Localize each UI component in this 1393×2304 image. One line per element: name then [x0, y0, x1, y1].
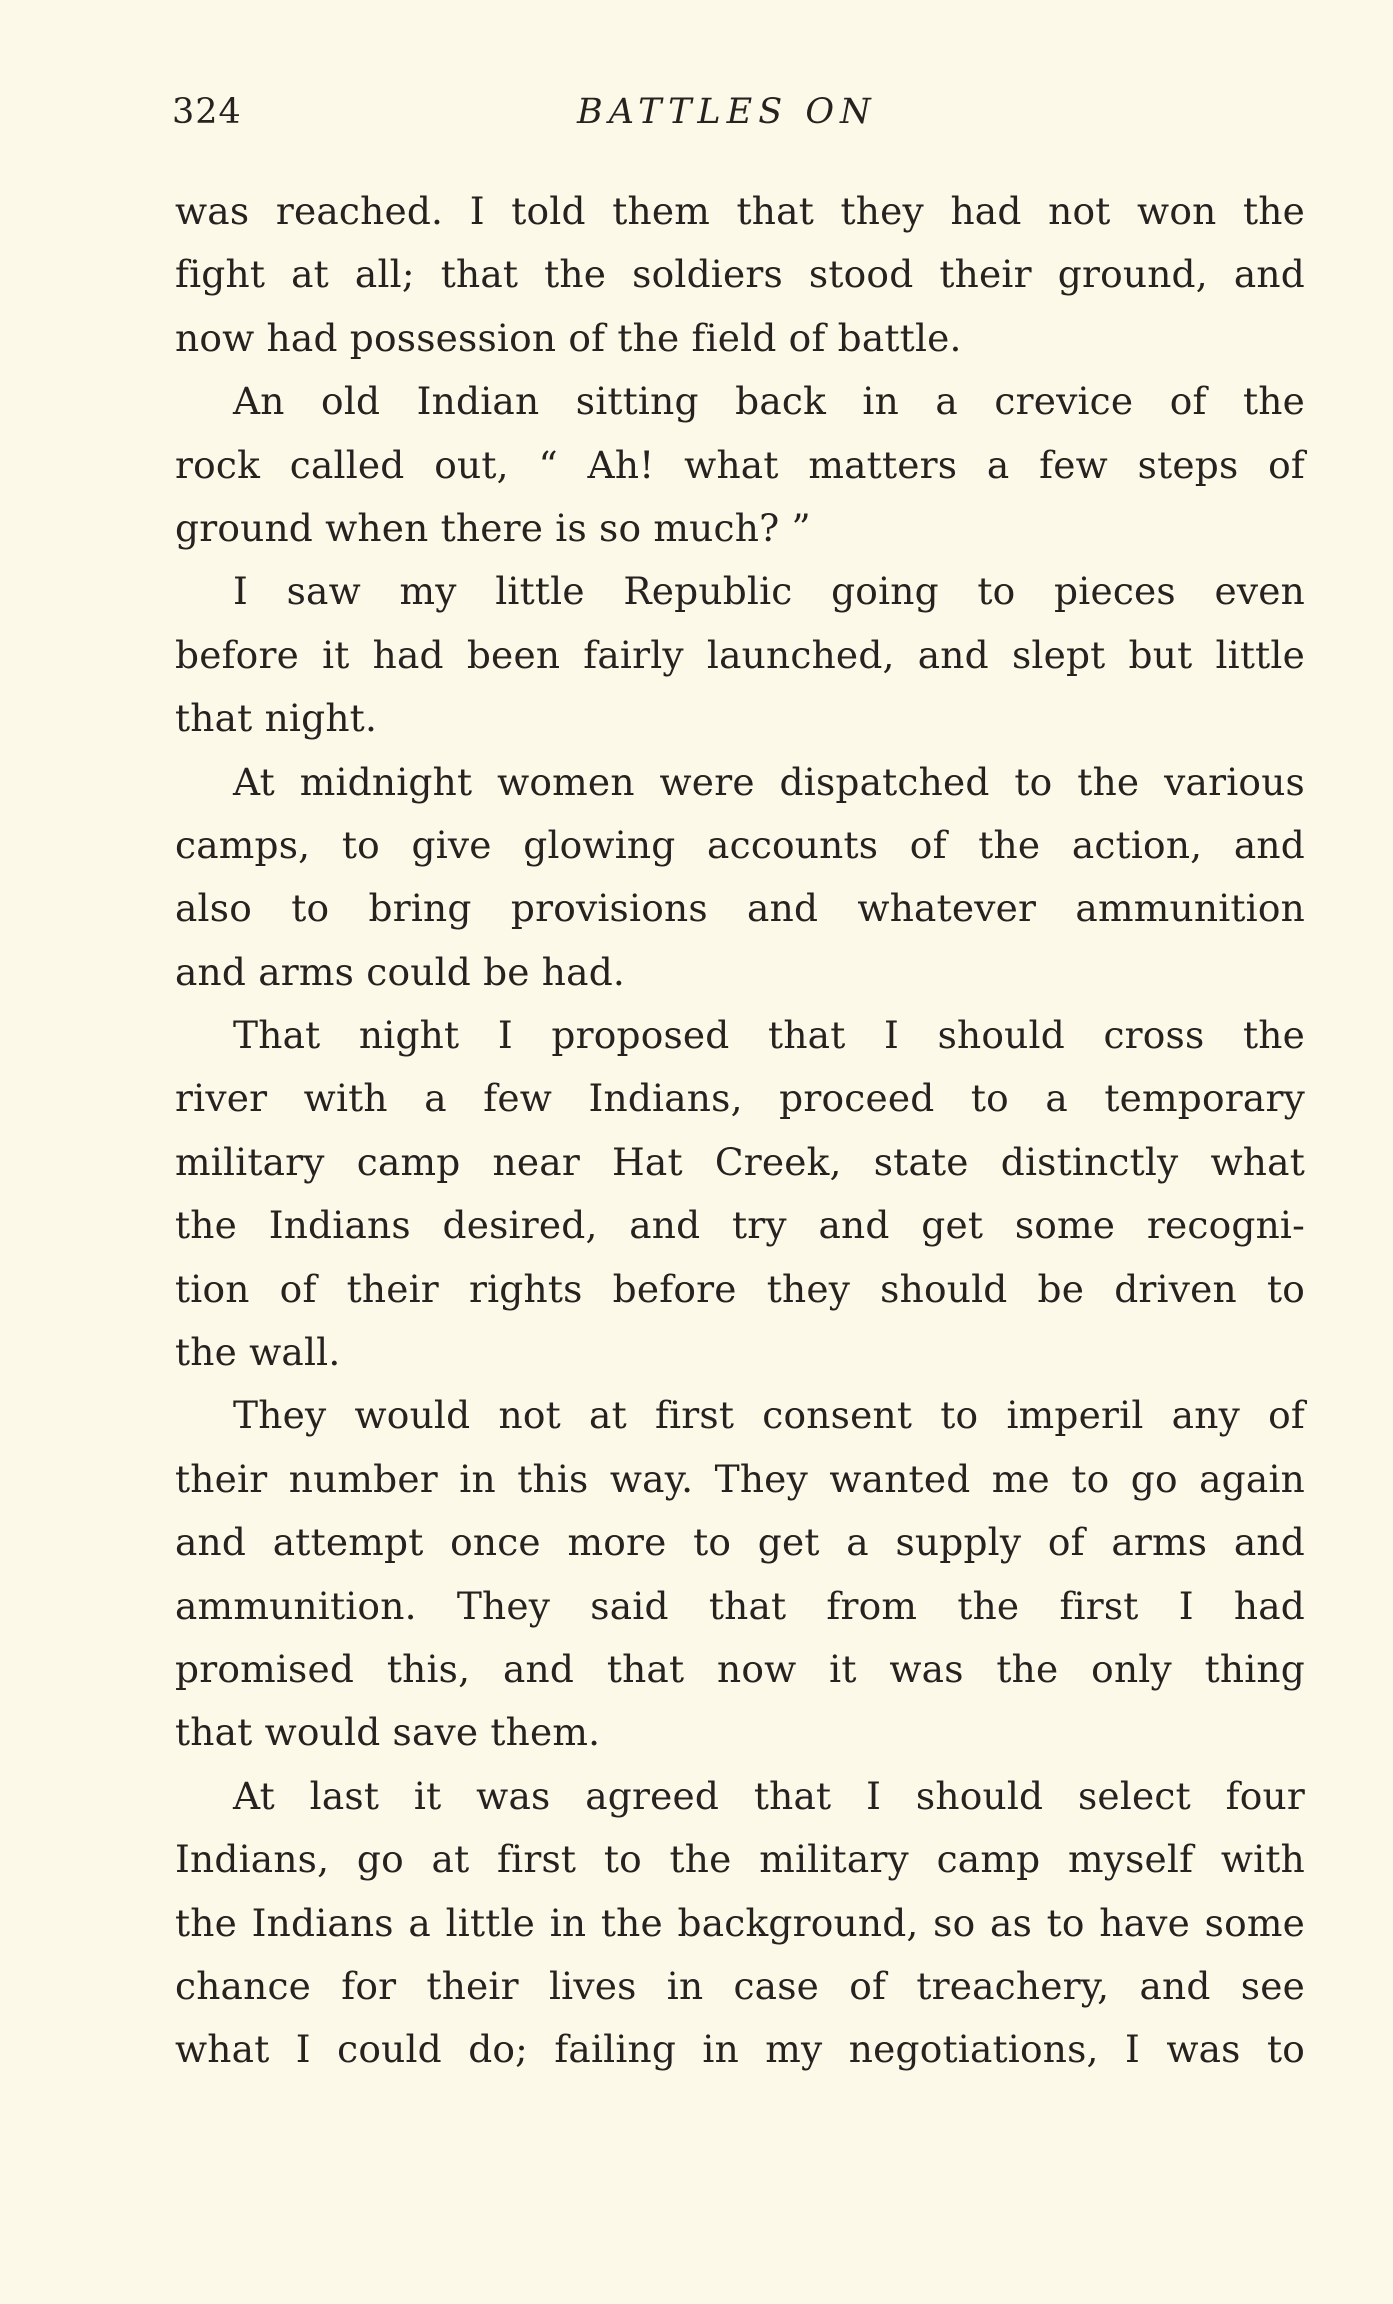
text-line: before it had been fairly launched, and slept but little — [175, 632, 1305, 677]
page-number: 324 — [172, 92, 242, 132]
text-line: I saw my little Republic going to pieces even — [233, 569, 1305, 614]
text-line: that night. — [175, 696, 378, 741]
text-line: chance for their lives in case of treachery, and see — [175, 1963, 1305, 2008]
text-line: and attempt once more to get a supply of arms and — [175, 1520, 1305, 1565]
text-line: ammunition. They said that from the first I had — [175, 1583, 1305, 1628]
text-line: that would save them. — [175, 1710, 601, 1755]
text-line: the wall. — [175, 1330, 341, 1375]
text-line: fight at all; that the soldiers stood their ground, and — [175, 252, 1305, 297]
text-line: now had possession of the field of battle. — [175, 315, 962, 360]
body-text — [175, 180, 1305, 2082]
text-line: At last it was agreed that I should select four — [233, 1773, 1305, 1818]
text-line: That night I proposed that I should cross the — [233, 1013, 1305, 1058]
text-line: military camp near Hat Creek, state distinctly what — [175, 1139, 1305, 1184]
text-line: and arms could be had. — [175, 949, 626, 994]
text-line: At midnight women were dispatched to the various — [233, 759, 1305, 804]
text-line: was reached. I told them that they had not won the — [175, 189, 1305, 233]
running-title: BATTLES ON — [577, 92, 877, 132]
text-line: also to bring provisions and whatever ammunition — [175, 886, 1305, 931]
text-line: camps, to give glowing accounts of the action, and — [175, 822, 1305, 867]
text-line: tion of their rights before they should be driven to — [175, 1266, 1305, 1311]
text-line: An old Indian sitting back in a crevice of the — [233, 379, 1305, 424]
text-line: ground when there is so much? ” — [175, 505, 811, 550]
text-line: what I could do; failing in my negotiations, I was to — [175, 2027, 1305, 2072]
text-line: They would not at first consent to imperil any of — [233, 1393, 1305, 1438]
text-line: river with a few Indians, proceed to a temporary — [175, 1076, 1305, 1121]
text-line: the Indians a little in the background, so as to have some — [175, 1900, 1305, 1945]
text-line: rock called out, “ Ah! what matters a few steps of — [175, 442, 1305, 487]
text-line: the Indians desired, and try and get some recogni- — [175, 1203, 1305, 1248]
text-line: their number in this way. They wanted me to go again — [175, 1456, 1305, 1501]
running-head — [172, 92, 1302, 142]
text-line: promised this, and that now it was the only thing — [175, 1646, 1305, 1691]
text-line: Indians, go at first to the military camp myself with — [175, 1837, 1305, 1882]
